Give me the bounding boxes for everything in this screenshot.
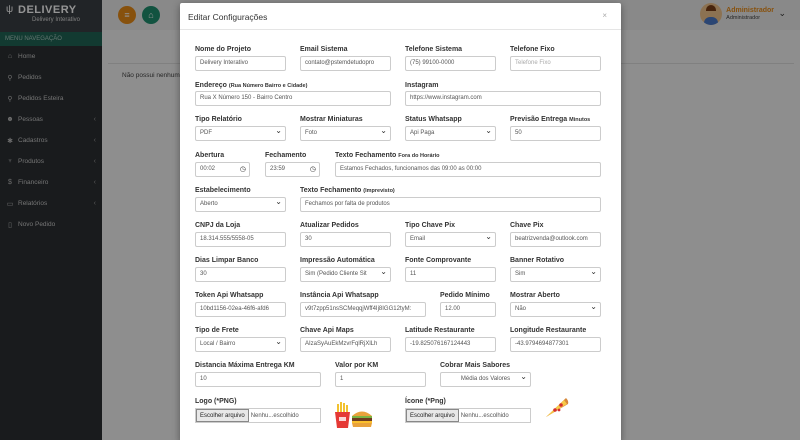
tipo-frete-select[interactable]: Local / Bairro ⌄ [195, 337, 286, 352]
sidebar-item-label: Pessoas [18, 116, 43, 123]
label-miniaturas: Mostrar Miniaturas [300, 116, 363, 123]
label-estabelecimento: Estabelecimento [195, 187, 251, 194]
nome-projeto-input[interactable]: Delivery Interativo [195, 56, 286, 71]
label-tipo-pix: Tipo Chave Pix [405, 222, 456, 229]
settings-modal [180, 3, 621, 440]
utensils-icon: ♆ [7, 158, 13, 165]
mostrar-aberto-select[interactable]: Não ⌄ [510, 302, 601, 317]
label-texto-fechamento-fora: Texto Fechamento Fora do Horário [335, 152, 440, 159]
motorcycle-icon: ⚲ [7, 95, 13, 103]
fechamento-time[interactable]: 23:59 ◷ [265, 162, 320, 177]
label-nome-projeto: Nome do Projeto [195, 46, 252, 53]
label-chave-maps: Chave Api Maps [300, 327, 354, 334]
token-input[interactable]: 10bd1156-02ea-46f6-afd6 [195, 302, 286, 317]
valor-km-input[interactable]: 1 [335, 372, 426, 387]
pedido-min-input[interactable]: 12.00 [440, 302, 496, 317]
estabelecimento-select[interactable]: Aberto ⌄ [195, 197, 286, 212]
sidebar-item-label: Pedidos Esteira [18, 95, 64, 102]
endereco-input[interactable]: Rua X Número 150 - Bairro Centro [195, 91, 391, 106]
status-whatsapp-select[interactable]: Api Paga ⌄ [405, 126, 496, 141]
file-icon: ▯ [8, 221, 12, 229]
user-role: Administrador [726, 15, 761, 21]
brand-subtitle: Delivery Interativo [32, 17, 81, 23]
label-email: Email Sistema [300, 46, 348, 53]
label-previsao: Previsão Entrega Minutos [510, 116, 591, 123]
label-endereco: Endereço (Rua Número Bairro e Cidade) [195, 82, 308, 89]
icone-file-input[interactable] [405, 408, 531, 423]
label-icone: Ícone (*Png) [405, 398, 446, 405]
telefone-input[interactable]: (75) 99100-0000 [405, 56, 496, 71]
folder-icon: ▭ [6, 200, 14, 208]
brand-title: DELIVERY [18, 4, 77, 16]
label-abertura: Abertura [195, 152, 225, 159]
fixo-input[interactable]: Telefone Fixo [510, 56, 601, 71]
sabores-select[interactable]: Média dos Valores ⌄ [440, 372, 531, 387]
cnpj-input[interactable]: 18.314.555/5558-05 [195, 232, 286, 247]
sidebar-item-label: Home [18, 53, 36, 60]
chevron-left-icon: ‹ [93, 116, 96, 123]
dias-limpar-input[interactable]: 30 [195, 267, 286, 282]
label-cnpj: CNPJ da Loja [195, 222, 241, 229]
distancia-input[interactable]: 10 [195, 372, 321, 387]
logo-file-input[interactable] [195, 408, 321, 423]
sidebar-item-label: Financeiro [18, 179, 49, 186]
sidebar-item-label: Produtos [18, 158, 45, 165]
label-pedido-min: Pedido Mínimo [440, 292, 490, 299]
fonte-input[interactable]: 11 [405, 267, 496, 282]
choose-file-button[interactable]: Escolher arquivo [196, 409, 249, 422]
motorcycle-icon: ⚲ [7, 74, 13, 82]
modal-header [180, 3, 621, 30]
label-token: Token Api Whatsapp [195, 292, 264, 299]
label-instancia: Instância Api Whatsapp [300, 292, 379, 299]
sidebar-item-label: Pedidos [18, 74, 42, 81]
label-dias-limpar: Dias Limpar Banco [195, 257, 259, 264]
choose-file-button[interactable]: Escolher arquivo [406, 409, 459, 422]
label-sabores: Cobrar Mais Sabores [440, 362, 511, 369]
label-logo: Logo (*PNG) [195, 398, 237, 405]
empty-message: Não possui nenhum [122, 72, 180, 79]
email-input[interactable]: contato@pstemdetudopro [300, 56, 391, 71]
gear-icon: ✱ [7, 137, 13, 145]
label-fechamento: Fechamento [265, 152, 307, 159]
nav-section-header: MENU NAVEGAÇÃO [0, 32, 102, 46]
label-tipo-frete: Tipo de Frete [195, 327, 239, 334]
label-atualizar: Atualizar Pedidos [300, 222, 359, 229]
tipo-pix-select[interactable]: Email ⌄ [405, 232, 496, 247]
sidebar-item-label: Relatórios [18, 200, 48, 207]
label-texto-fechamento-imp: Texto Fechamento (Imprevisto) [300, 187, 395, 194]
chave-pix-input[interactable]: beatrizvenda@outlook.com [510, 232, 601, 247]
dollar-icon: $ [8, 179, 12, 186]
modal-title: Editar Configurações [188, 12, 268, 22]
label-distancia: Distancia Máxima Entrega KM [195, 362, 295, 369]
home-icon: ⌂ [7, 53, 13, 60]
label-fonte: Fonte Comprovante [405, 257, 472, 264]
lng-input[interactable]: -43.9794694877301 [510, 337, 601, 352]
label-chave-pix: Chave Pix [510, 222, 544, 229]
chave-maps-input[interactable]: AIzaSyAuEkMzvrFqlRjXlLh [300, 337, 391, 352]
atualizar-input[interactable]: 30 [300, 232, 391, 247]
texto-fechamento-fora-input[interactable]: Estamos Fechados, funcionamos das 09:00 as 00:00 [335, 162, 601, 177]
users-icon: ☻ [6, 116, 14, 123]
store-button[interactable]: ⌂ [142, 6, 160, 24]
banner-select[interactable]: Sim ⌄ [510, 267, 601, 282]
label-telefone: Telefone Sistema [405, 46, 463, 53]
label-impressao: Impressão Automática [300, 257, 375, 264]
texto-fechamento-imp-input[interactable]: Fechamos por falta de produtos [300, 197, 601, 212]
menu-button[interactable]: ≡ [118, 6, 136, 24]
sidebar-item-label: Novo Pedido [18, 221, 56, 228]
label-valor-km: Valor por KM [335, 362, 379, 369]
lat-input[interactable]: -19.825076167124443 [405, 337, 496, 352]
chevron-left-icon: ‹ [93, 137, 96, 144]
previsao-input[interactable]: 50 [510, 126, 601, 141]
close-button[interactable]: × [602, 11, 607, 20]
sidebar-item-label: Cadastros [18, 137, 48, 144]
fork-icon: ψ [6, 4, 14, 15]
fries-burger-image [333, 400, 375, 430]
user-name: Administrador [726, 7, 774, 14]
instagram-input[interactable]: https://www.instagram.com [405, 91, 601, 106]
instancia-input[interactable]: v9t7zpp51nsSCMeqqjWff4Ij8IGG12tyM: [300, 302, 426, 317]
label-status-whatsapp: Status Whatsapp [405, 116, 462, 123]
impressao-select[interactable]: Sim (Pedido Cliente Sit ⌄ [300, 267, 391, 282]
chevron-left-icon: ‹ [93, 179, 96, 186]
label-instagram: Instagram [405, 82, 439, 89]
tipo-relatorio-select[interactable]: PDF ⌄ [195, 126, 286, 141]
label-fixo: Telefone Fixo [510, 46, 555, 53]
label-lng: Longitude Restaurante [510, 327, 587, 334]
file-name: Nenhu...escolhido [460, 413, 509, 419]
label-lat: Latitude Restaurante [405, 327, 475, 334]
chevron-left-icon: ‹ [93, 200, 96, 207]
label-tipo-relatorio: Tipo Relatório [195, 116, 242, 123]
chevron-left-icon: ‹ [93, 158, 96, 165]
miniaturas-select[interactable]: Foto ⌄ [300, 126, 391, 141]
pizza-slice-image [542, 395, 570, 421]
abertura-time[interactable]: 00:02 ◷ [195, 162, 250, 177]
label-banner: Banner Rotativo [510, 257, 565, 264]
chevron-down-icon[interactable]: ⌄ [778, 8, 786, 18]
label-mostrar-aberto: Mostrar Aberto [510, 292, 560, 299]
file-name: Nenhu...escolhido [250, 413, 299, 419]
